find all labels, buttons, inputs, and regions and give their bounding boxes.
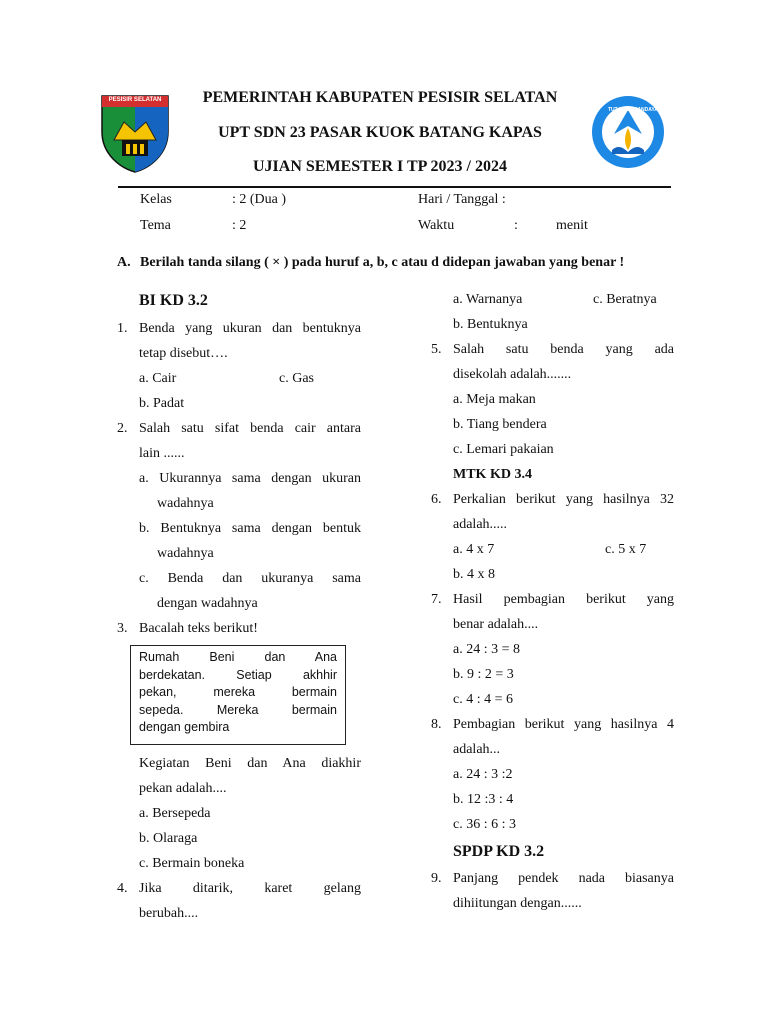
right-logo-text: TUT WURI HANDAYANI bbox=[608, 107, 663, 113]
section-mtk-kd: MTK KD 3.4 bbox=[453, 467, 532, 482]
section-spdp-kd: SPDP KD 3.2 bbox=[453, 843, 545, 860]
waktu-unit: menit bbox=[556, 218, 588, 233]
waktu-colon: : bbox=[514, 218, 518, 233]
q2-option-c-cont: dengan wadahnya bbox=[157, 596, 258, 611]
q8-option-c[interactable]: c. 36 : 6 : 3 bbox=[453, 817, 516, 832]
q5-option-b[interactable]: b. Tiang bendera bbox=[453, 417, 547, 432]
left-column bbox=[117, 288, 361, 926]
q4-option-c[interactable]: c. Beratnya bbox=[593, 292, 657, 307]
q8-option-b[interactable]: b. 12 :3 : 4 bbox=[453, 792, 514, 807]
header-line-3: UJIAN SEMESTER I TP 2023 / 2024 bbox=[253, 158, 507, 175]
q1-text-line1: Benda yang ukuran dan bentuknya bbox=[139, 321, 361, 336]
hari-tanggal-label: Hari / Tanggal : bbox=[418, 192, 506, 207]
q8-number: 8. bbox=[431, 717, 442, 732]
header-rule bbox=[118, 186, 671, 188]
q3-text-line2: Kegiatan Beni dan Ana diakhir bbox=[139, 756, 361, 771]
left-logo-text: PESISIR SELATAN bbox=[108, 97, 162, 103]
q1-option-c[interactable]: c. Gas bbox=[279, 371, 314, 386]
reading-line-3: pekan, mereka bermain bbox=[139, 685, 337, 699]
q2-option-a[interactable]: a. Ukurannya sama dengan ukuran bbox=[139, 471, 361, 486]
q9-text-line2: dihiitungan dengan...... bbox=[453, 896, 582, 911]
q6-option-c[interactable]: c. 5 x 7 bbox=[605, 542, 647, 557]
q6-text-line1: Perkalian berikut yang hasilnya 32 bbox=[453, 492, 674, 507]
q7-option-b[interactable]: b. 9 : 2 = 3 bbox=[453, 667, 514, 682]
q7-number: 7. bbox=[431, 592, 442, 607]
tema-value: : 2 bbox=[232, 218, 247, 233]
q2-option-a-cont: wadahnya bbox=[157, 496, 214, 511]
q2-text-line2: lain ...... bbox=[139, 446, 185, 461]
reading-line-1: Rumah Beni dan Ana bbox=[139, 650, 337, 664]
q4-option-a[interactable]: a. Warnanya bbox=[453, 292, 523, 307]
instruction-letter: A. bbox=[117, 255, 131, 270]
q6-option-b[interactable]: b. 4 x 8 bbox=[453, 567, 495, 582]
q9-text-line1: Panjang pendek nada biasanya bbox=[453, 871, 674, 886]
q6-number: 6. bbox=[431, 492, 442, 507]
q2-number: 2. bbox=[117, 421, 128, 436]
q8-text-line2: adalah... bbox=[453, 742, 501, 757]
q2-option-c[interactable]: c. Benda dan ukuranya sama bbox=[139, 571, 361, 586]
q4-text-line1: Jika ditarik, karet gelang bbox=[139, 881, 361, 896]
q7-option-c[interactable]: c. 4 : 4 = 6 bbox=[453, 692, 513, 707]
q1-option-a[interactable]: a. Cair bbox=[139, 371, 177, 386]
q1-text-line2: tetap disebut…. bbox=[139, 346, 228, 361]
q4-text-line2: berubah.... bbox=[139, 906, 199, 921]
q4-number: 4. bbox=[117, 881, 128, 896]
q3-option-b[interactable]: b. Olaraga bbox=[139, 831, 198, 846]
q2-text-line1: Salah satu sifat benda cair antara bbox=[139, 421, 361, 436]
waktu-label: Waktu bbox=[418, 218, 455, 233]
header-line-2: UPT SDN 23 PASAR KUOK BATANG KAPAS bbox=[218, 124, 542, 141]
q4-option-b[interactable]: b. Bentuknya bbox=[453, 317, 528, 332]
q5-number: 5. bbox=[431, 342, 442, 357]
right-column bbox=[431, 287, 674, 916]
q5-text-line2: disekolah adalah....... bbox=[453, 367, 572, 382]
q3-option-a[interactable]: a. Bersepeda bbox=[139, 806, 211, 821]
q5-option-a[interactable]: a. Meja makan bbox=[453, 392, 536, 407]
q1-number: 1. bbox=[117, 321, 128, 336]
q6-text-line2: adalah..... bbox=[453, 517, 508, 532]
q5-text-line1: Salah satu benda yang ada bbox=[453, 342, 674, 357]
instruction-text: Berilah tanda silang ( × ) pada huruf a, b, c atau d didepan jawaban yang benar ! bbox=[140, 255, 625, 270]
reading-line-5: dengan gembira bbox=[139, 720, 230, 734]
q3-number: 3. bbox=[117, 621, 128, 636]
q2-option-b-cont: wadahnya bbox=[157, 546, 214, 561]
kelas-value: : 2 (Dua ) bbox=[232, 192, 287, 207]
q5-option-c[interactable]: c. Lemari pakaian bbox=[453, 442, 554, 457]
reading-line-2: berdekatan. Setiap akhhir bbox=[139, 667, 337, 682]
q3-text-line1: Bacalah teks berikut! bbox=[139, 621, 258, 636]
q9-number: 9. bbox=[431, 871, 442, 886]
section-bi-kd: BI KD 3.2 bbox=[139, 292, 208, 309]
q2-option-b[interactable]: b. Bentuknya sama dengan bentuk bbox=[139, 521, 361, 536]
q7-text-line1: Hasil pembagian berikut yang bbox=[453, 592, 674, 607]
reading-text-box bbox=[130, 645, 346, 745]
tema-label: Tema bbox=[140, 218, 171, 233]
q8-option-a[interactable]: a. 24 : 3 :2 bbox=[453, 767, 513, 782]
q3-text-line3: pekan adalah.... bbox=[139, 781, 227, 796]
q7-text-line2: benar adalah.... bbox=[453, 617, 539, 632]
q3-option-c[interactable]: c. Bermain boneka bbox=[139, 856, 245, 871]
kelas-label: Kelas bbox=[140, 192, 172, 207]
q8-text-line1: Pembagian berikut yang hasilnya 4 bbox=[453, 717, 674, 732]
reading-line-4: sepeda. Mereka bermain bbox=[139, 702, 337, 717]
q1-option-b[interactable]: b. Padat bbox=[139, 396, 185, 411]
header-line-1: PEMERINTAH KABUPATEN PESISIR SELATAN bbox=[202, 89, 558, 106]
q6-option-a[interactable]: a. 4 x 7 bbox=[453, 542, 495, 557]
q7-option-a[interactable]: a. 24 : 3 = 8 bbox=[453, 642, 520, 657]
